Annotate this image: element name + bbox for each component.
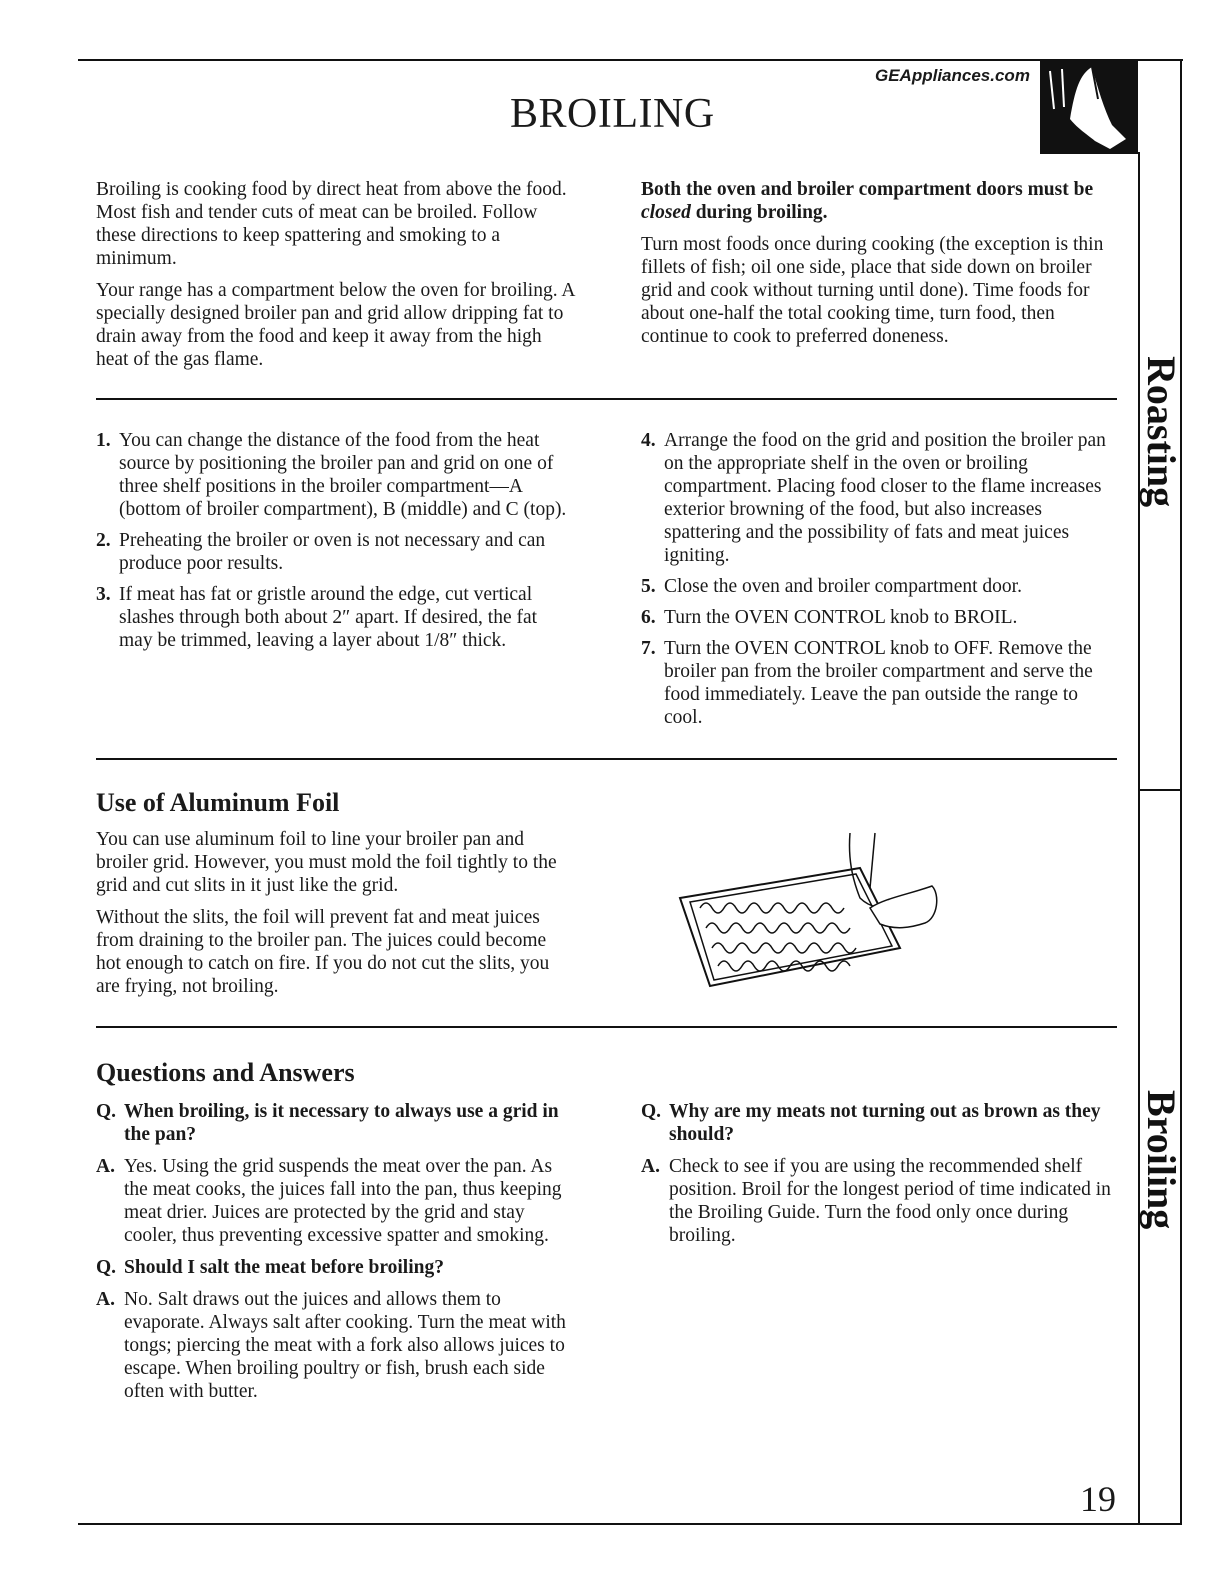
section-rule [96,398,1117,400]
foil-text [96,828,566,998]
foil-paragraph: You can use aluminum foil to line your broiler pan and broiler grid. However, you must mold the foil tightly to the grid and cut slits in it just like the grid. [96,829,557,896]
qa-text: Why are my meats not turning out as brown as they should? [669,1101,1101,1145]
step-text: Preheating the broiler or oven is not necessary and can produce poor results. [119,530,546,574]
doors-note-part: Both the oven and broiler compartment doors must be [641,179,1094,200]
side-tab-separator [1138,789,1182,791]
intro-paragraph: Your range has a compartment below the oven for broiling. A specially designed broiler pan and grid allow dripping fat to drain away from the food and keep it away from the high heat of the gas flame. [96,280,575,370]
step-number: 1. [96,430,111,451]
step-item [96,583,568,652]
question [96,1100,566,1146]
section-rule [96,1026,1117,1028]
question [96,1256,566,1279]
broiler-pan-illustration [670,828,950,998]
intro-left [96,178,578,371]
qa-lead: A. [641,1156,660,1177]
step-item [641,429,1119,567]
answer [96,1155,566,1247]
step-text: Turn the OVEN CONTROL knob to OFF. Remove the broiler pan from the broiler compartment and serve the food immediately. Leave the pan outside the range to cool. [664,638,1093,728]
hand-pointer-icon [1040,59,1138,154]
doors-closed-note [641,178,1113,224]
qa-lead: A. [96,1156,115,1177]
step-number: 5. [641,576,656,597]
step-text: Turn the OVEN CONTROL knob to BROIL. [664,607,1018,628]
qa-heading: Questions and Answers [96,1058,355,1087]
intro-right [641,178,1113,348]
step-item [641,606,1119,629]
step-item [641,637,1119,729]
foil-paragraph: Without the slits, the foil will prevent fat and meat juices from draining to the broiler pan. The juices could become hot enough to catch on fire. If you do not cut the slits, you are frying, not broiling. [96,907,550,997]
step-text: You can change the distance of the food from the heat source by positioning the broiler pan and grid on one of three shelf positions in the broiler compartment—A (bottom of broiler compartment), B (middle) and C (top). [119,430,567,520]
step-number: 4. [641,430,656,451]
qa-text: Should I salt the meat before broiling? [124,1257,444,1278]
step-text: If meat has fat or gristle around the edge, cut vertical slashes through both about 2″ apart. If desired, the fat may be trimmed, leaving a layer about 1/8″ thick. [119,584,538,651]
qa-right [641,1100,1119,1256]
qa-lead: Q. [96,1257,117,1278]
foil-heading: Use of Aluminum Foil [96,788,340,817]
side-panel-border [1180,59,1182,1525]
question [641,1100,1119,1146]
step-text: Close the oven and broiler compartment door. [664,576,1022,597]
step-item [96,429,568,521]
steps-right [641,429,1119,737]
tab-roasting[interactable]: Roasting [1139,356,1184,508]
qa-left [96,1100,566,1412]
answer [96,1288,566,1403]
qa-text: Yes. Using the grid suspends the meat over the pan. As the meat cooks, the juices fall into the pan, thus keeping meat drier. Juices are protected by the grid and stay cooler, thus preventing excessive spatter and smoking. [124,1156,562,1246]
qa-lead: A. [96,1289,115,1310]
qa-text: No. Salt draws out the juices and allows them to evaporate. Always salt after cooking. Turn the meat with tongs; piercing the meat with a fork also allows juices to escape. When broiling poultry or fish, brush each side often with butter. [124,1289,566,1402]
step-item [96,529,568,575]
page-title: BROILING [510,91,715,137]
doors-note-closed: closed [641,202,691,223]
qa-text: Check to see if you are using the recommended shelf position. Broil for the longest period of time indicated in the Broiling Guide. Turn the food only once during broiling. [669,1156,1111,1246]
step-number: 6. [641,607,656,628]
steps-left [96,429,568,660]
qa-lead: Q. [641,1101,662,1122]
qa-text: When broiling, is it necessary to always use a grid in the pan? [124,1101,559,1145]
step-text: Arrange the food on the grid and position the broiler pan on the appropriate shelf in the oven or broiling compartment. Placing food closer to the flame increases exterior browning of the food, but also increases spattering and the possibility of fats and meat juices igniting. [664,430,1106,566]
qa-lead: Q. [96,1101,117,1122]
top-rule [78,59,1183,61]
section-rule [96,758,1117,760]
step-number: 2. [96,530,111,551]
answer [641,1155,1119,1247]
intro-paragraph: Broiling is cooking food by direct heat from above the food. Most fish and tender cuts of meat can be broiled. Follow these directions to keep spattering and smoking to a minimum. [96,179,567,269]
tab-broiling[interactable]: Broiling [1139,1090,1184,1230]
site-url[interactable]: GEAppliances.com [875,66,1030,85]
step-number: 3. [96,584,111,605]
doors-note-part: during broiling. [690,202,828,223]
bottom-rule [78,1523,1182,1525]
page-number: 19 [1080,1479,1116,1519]
step-item [641,575,1119,598]
turn-foods-paragraph: Turn most foods once during cooking (the exception is thin fillets of fish; oil one side, place that side down on broiler grid and cook without turning until done). Time foods for about one-half the total cooking time, turn food, then continue to cook to preferred doneness. [641,234,1104,347]
step-number: 7. [641,638,656,659]
